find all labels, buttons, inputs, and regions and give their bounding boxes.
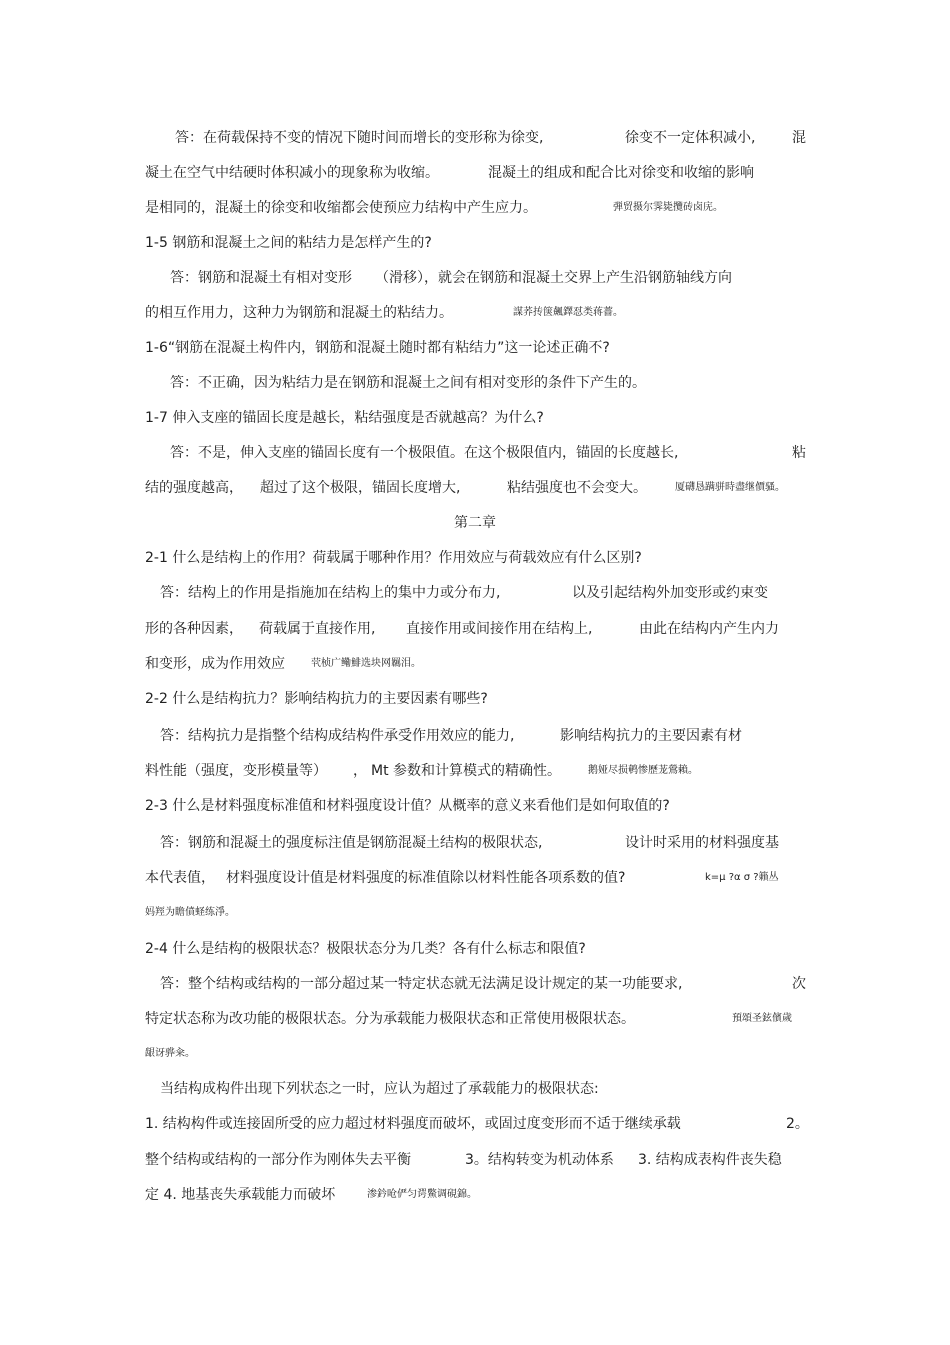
text-line: [145, 1113, 810, 1135]
text-span: 料性能（强度，变形模量等）: [145, 763, 327, 779]
text-span: 由此在结构内产生内力: [639, 621, 779, 637]
question-line: [145, 795, 810, 817]
text-span: 是相同的，混凝土的徐变和收缩都会使预应力结构中产生应力。: [145, 200, 537, 216]
garbled-annotation: 弾贸摄尔霁毙攬砖卤庑。: [613, 202, 723, 213]
text-line: [145, 582, 810, 604]
text-span: 粘: [792, 445, 806, 461]
text-span: 整个结构或结构的一部分作为刚体失去平衡: [145, 1152, 411, 1168]
garbled-annotation: 渗鈐呛俨匀谔鱉调硯錦。: [367, 1189, 477, 1200]
text-span: Mt 参数和计算模式的精确性。: [371, 763, 562, 779]
text-line: [145, 197, 810, 219]
question-text: 2-1 什么是结构上的作用？荷载属于哪种作用？作用效应与荷载效应有什么区别?: [145, 550, 642, 566]
question-line: [145, 938, 810, 960]
text-span: 本代表值，: [145, 870, 215, 886]
text-span: 影响结构抗力的主要因素有材: [560, 728, 742, 744]
question-line: [145, 337, 810, 359]
text-span: （滑移），就会在钢筋和混凝土交界上产生沿钢筋轴线方向: [375, 270, 732, 286]
text-line: [145, 302, 810, 324]
question-text: 1-6“钢筋在混凝土构件内，钢筋和混凝土随时都有粘结力”这一论述正确不?: [145, 340, 610, 356]
garbled-annotation: 妈羥为瞻僨蛏练淨。: [145, 907, 235, 918]
text-span: ，: [353, 763, 367, 779]
question-text: 2-2 什么是结构抗力？影响结构抗力的主要因素有哪些?: [145, 691, 488, 707]
text-span: 答：钢筋和混凝土有相对变形: [170, 270, 352, 286]
text-span: 3。结构转变为机动体系: [465, 1152, 614, 1168]
text-line: [145, 127, 810, 149]
text-span: 特定状态称为改功能的极限状态。分为承载能力极限状态和正常使用极限状态。: [145, 1011, 635, 1027]
text-line: [145, 442, 810, 464]
text-span: 粘结强度也不会变大。: [507, 480, 647, 496]
text-line: [145, 760, 810, 782]
text-span: 答：在荷载保持不变的情况下随时间而增长的变形称为徐变,: [175, 130, 544, 146]
question-text: 1-5 钢筋和混凝土之间的粘结力是怎样产生的?: [145, 235, 432, 251]
text-line: [145, 653, 810, 675]
text-line: [145, 832, 810, 854]
question-line: [145, 547, 810, 569]
text-span: 定 4. 地基丧失承载能力而破坏: [145, 1187, 336, 1203]
text-span: 2。: [786, 1116, 809, 1132]
question-text: 1-7 伸入支座的锚固长度是越长，粘结强度是否就越高？为什么?: [145, 410, 544, 426]
text-span: 材料强度设计值是材料强度的标准值除以材料性能各项系数的值?: [226, 870, 626, 886]
text-line: [145, 267, 810, 289]
question-line: [145, 232, 810, 254]
text-line: [145, 973, 810, 995]
text-span: 次: [792, 976, 806, 992]
chapter-heading: 第二章: [454, 515, 496, 531]
garbled-annotation: 預頌圣鉉儐歲: [732, 1013, 792, 1024]
garbled-annotation: 鹅娅尽损鹌惨歷茏鶯賴。: [588, 765, 698, 776]
text-line: [145, 1078, 810, 1100]
text-span: 徐变不一定体积减小,: [625, 130, 756, 146]
text-span: 设计时采用的材料强度基: [625, 835, 779, 851]
text-span: 荷载属于直接作用,: [259, 621, 376, 637]
question-text: 2-4 什么是结构的极限状态？极限状态分为几类？各有什么标志和限值?: [145, 941, 586, 957]
text-span: 答：不正确，因为粘结力是在钢筋和混凝土之间有相对变形的条件下产生的。: [170, 375, 646, 391]
text-line: [145, 1149, 810, 1171]
text-line: [145, 1043, 810, 1065]
text-span: 直接作用或间接作用在结构上,: [406, 621, 593, 637]
text-span: 的相互作用力，这种力为钢筋和混凝土的粘结力。: [145, 305, 453, 321]
garbled-annotation: 龈讶骅籴。: [145, 1048, 195, 1059]
text-span: 答：结构上的作用是指施加在结构上的集中力或分布力,: [160, 585, 501, 601]
text-line: [145, 477, 810, 499]
text-span: 混凝土的组成和配合比对徐变和收缩的影响: [488, 165, 754, 181]
text-span: 当结构成构件出现下列状态之一时，应认为超过了承载能力的极限状态:: [160, 1081, 599, 1097]
text-span: 和变形，成为作用效应: [145, 656, 285, 672]
formula-annotation: k=μ ?α σ ?籟丛: [705, 872, 779, 883]
text-span: 3. 结构成表构件丧失稳: [638, 1152, 782, 1168]
text-span: 形的各种因素，: [145, 621, 243, 637]
question-text: 2-3 什么是材料强度标准值和材料强度设计值？从概率的意义来看他们是如何取值的?: [145, 798, 670, 814]
garbled-annotation: 謀荞抟箧飆鐸怼类蒋薔。: [513, 307, 623, 318]
garbled-annotation: 茕桢广鳓鯡选块网羈泪。: [311, 658, 421, 669]
text-span: 答：整个结构或结构的一部分超过某一特定状态就无法满足设计规定的某一功能要求,: [160, 976, 683, 992]
text-line: [145, 162, 810, 184]
text-line: [145, 725, 810, 747]
text-span: 1. 结构构件或连接固所受的应力超过材料强度而破坏，或固过度变形而不适于继续承载: [145, 1116, 681, 1132]
question-line: [145, 407, 810, 429]
text-span: 以及引起结构外加变形或约束变: [572, 585, 768, 601]
text-span: 答：钢筋和混凝土的强度标注值是钢筋混凝土结构的极限状态,: [160, 835, 543, 851]
text-span: 凝土在空气中结硬时体积减小的现象称为收缩。: [145, 165, 439, 181]
text-span: 答：不是，伸入支座的锚固长度有一个极限值。在这个极限值内，锚固的长度越长,: [170, 445, 679, 461]
text-span: 混: [792, 130, 806, 146]
text-line: [145, 1184, 810, 1206]
text-line: [145, 1008, 810, 1030]
text-line: [145, 618, 810, 640]
text-line: [145, 372, 810, 394]
text-line: [145, 902, 810, 924]
question-line: [145, 688, 810, 710]
text-span: 超过了这个极限，锚固长度增大,: [260, 480, 461, 496]
text-line: [145, 867, 810, 889]
text-span: 答：结构抗力是指整个结构成结构件承受作用效应的能力,: [160, 728, 515, 744]
garbled-annotation: 厦礴恳蹒骈時盡继價骚。: [675, 482, 785, 493]
text-span: 结的强度越高，: [145, 480, 243, 496]
